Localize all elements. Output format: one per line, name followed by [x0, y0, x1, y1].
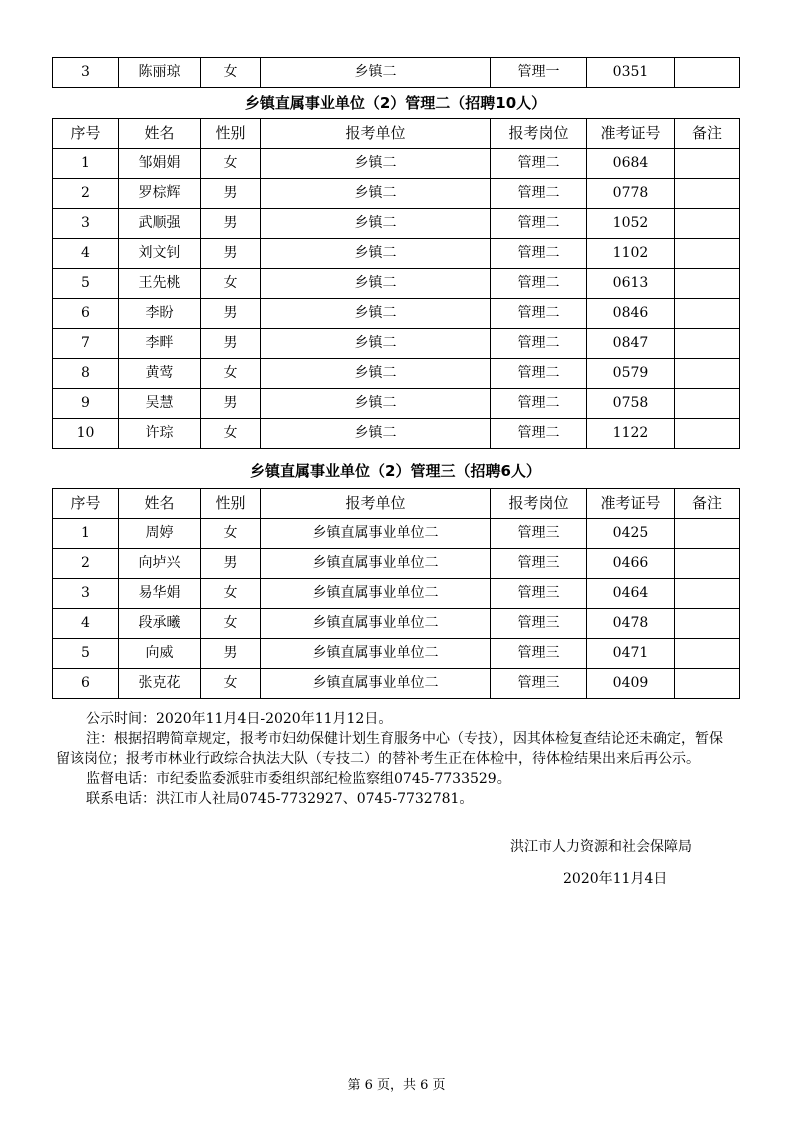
cell-no: 4	[53, 239, 119, 269]
cell-name: 李畔	[119, 329, 201, 359]
cell-gender: 男	[201, 179, 261, 209]
cell-unit: 乡镇二	[261, 329, 491, 359]
top-continuation-table	[52, 57, 740, 88]
cell-post: 管理三	[491, 669, 587, 699]
table-row	[53, 639, 740, 669]
cell-no: 1	[53, 149, 119, 179]
remark-note: 注：根据招聘简章规定，报考市妇幼保健计划生育服务中心（专技），因其体检复查结论还未确定，暂保留该岗位；报考市林业行政综合执法大队（专技二）的替补考生正在体检中，待体检结果出来后再公示。	[56, 731, 723, 767]
cell-no: 2	[53, 179, 119, 209]
cell-no: 3	[53, 209, 119, 239]
cell-post: 管理二	[491, 239, 587, 269]
table-row	[53, 609, 740, 639]
col-header-gender: 性别	[201, 489, 261, 519]
publicity-period: 公示时间：2020年11月4日-2020年11月12日。	[86, 711, 393, 727]
cell-exam-no: 0425	[587, 519, 675, 549]
cell-name: 刘文钊	[119, 239, 201, 269]
table-row	[53, 209, 740, 239]
cell-post: 管理二	[491, 149, 587, 179]
cell-no: 8	[53, 359, 119, 389]
cell-no: 3	[53, 579, 119, 609]
col-header-remark: 备注	[675, 119, 740, 149]
cell-post: 管理一	[491, 58, 587, 88]
cell-exam-no: 0847	[587, 329, 675, 359]
col-header-unit: 报考单位	[261, 489, 491, 519]
cell-unit: 乡镇直属事业单位二	[261, 579, 491, 609]
cell-exam-no: 1102	[587, 239, 675, 269]
cell-no: 10	[53, 419, 119, 449]
cell-name: 武顺强	[119, 209, 201, 239]
cell-unit: 乡镇二	[261, 58, 491, 88]
cell-post: 管理二	[491, 269, 587, 299]
cell-unit: 乡镇二	[261, 359, 491, 389]
cell-exam-no: 0846	[587, 299, 675, 329]
col-header-no: 序号	[53, 489, 119, 519]
cell-remark	[675, 209, 740, 239]
col-header-remark: 备注	[675, 489, 740, 519]
cell-exam-no: 1122	[587, 419, 675, 449]
cell-unit: 乡镇二	[261, 269, 491, 299]
cell-gender: 男	[201, 389, 261, 419]
cell-exam-no: 1052	[587, 209, 675, 239]
table-row	[53, 58, 740, 88]
cell-post: 管理二	[491, 359, 587, 389]
cell-gender: 男	[201, 299, 261, 329]
col-header-name: 姓名	[119, 489, 201, 519]
cell-no: 6	[53, 299, 119, 329]
cell-post: 管理三	[491, 579, 587, 609]
cell-name: 张克花	[119, 669, 201, 699]
cell-post: 管理二	[491, 389, 587, 419]
cell-remark	[675, 519, 740, 549]
cell-name: 陈丽琼	[119, 58, 201, 88]
cell-gender: 男	[201, 549, 261, 579]
cell-gender: 男	[201, 209, 261, 239]
cell-exam-no: 0466	[587, 549, 675, 579]
cell-exam-no: 0579	[587, 359, 675, 389]
cell-exam-no: 0409	[587, 669, 675, 699]
cell-post: 管理三	[491, 609, 587, 639]
cell-name: 黄莺	[119, 359, 201, 389]
cell-no: 9	[53, 389, 119, 419]
cell-unit: 乡镇直属事业单位二	[261, 609, 491, 639]
cell-gender: 女	[201, 519, 261, 549]
cell-no: 3	[53, 58, 119, 88]
cell-name: 向垆兴	[119, 549, 201, 579]
cell-remark	[675, 239, 740, 269]
cell-name: 邹娟娟	[119, 149, 201, 179]
table-row	[53, 239, 740, 269]
cell-unit: 乡镇直属事业单位二	[261, 549, 491, 579]
cell-unit: 乡镇二	[261, 239, 491, 269]
cell-exam-no: 0478	[587, 609, 675, 639]
col-header-post: 报考岗位	[491, 489, 587, 519]
cell-post: 管理二	[491, 299, 587, 329]
cell-remark	[675, 669, 740, 699]
col-header-unit: 报考单位	[261, 119, 491, 149]
table-header-row	[53, 119, 740, 149]
table-row	[53, 269, 740, 299]
management-3-table	[52, 488, 740, 699]
cell-gender: 女	[201, 269, 261, 299]
issuing-organization: 洪江市人力资源和社会保障局	[510, 839, 692, 855]
table-row	[53, 549, 740, 579]
col-header-post: 报考岗位	[491, 119, 587, 149]
col-header-exam-no: 准考证号	[587, 489, 675, 519]
cell-exam-no: 0778	[587, 179, 675, 209]
cell-name: 王先桃	[119, 269, 201, 299]
cell-exam-no: 0758	[587, 389, 675, 419]
table-row	[53, 419, 740, 449]
cell-exam-no: 0471	[587, 639, 675, 669]
cell-remark	[675, 58, 740, 88]
cell-unit: 乡镇二	[261, 419, 491, 449]
cell-gender: 男	[201, 329, 261, 359]
col-header-exam-no: 准考证号	[587, 119, 675, 149]
section-title-management-2: 乡镇直属事业单位（2）管理二（招聘10人）	[244, 94, 547, 112]
cell-gender: 女	[201, 149, 261, 179]
cell-gender: 女	[201, 58, 261, 88]
table-row	[53, 329, 740, 359]
table-header-row	[53, 489, 740, 519]
cell-unit: 乡镇二	[261, 389, 491, 419]
cell-name: 许琮	[119, 419, 201, 449]
cell-unit: 乡镇直属事业单位二	[261, 639, 491, 669]
cell-post: 管理二	[491, 329, 587, 359]
cell-unit: 乡镇直属事业单位二	[261, 519, 491, 549]
table-row	[53, 579, 740, 609]
table-row	[53, 299, 740, 329]
table-row	[53, 519, 740, 549]
col-header-gender: 性别	[201, 119, 261, 149]
cell-unit: 乡镇二	[261, 179, 491, 209]
cell-name: 易华娟	[119, 579, 201, 609]
cell-no: 6	[53, 669, 119, 699]
cell-remark	[675, 419, 740, 449]
cell-post: 管理二	[491, 209, 587, 239]
table-row	[53, 389, 740, 419]
cell-post: 管理三	[491, 639, 587, 669]
cell-gender: 男	[201, 639, 261, 669]
cell-name: 李盼	[119, 299, 201, 329]
cell-remark	[675, 639, 740, 669]
cell-gender: 女	[201, 609, 261, 639]
cell-remark	[675, 579, 740, 609]
cell-no: 1	[53, 519, 119, 549]
cell-remark	[675, 149, 740, 179]
cell-remark	[675, 609, 740, 639]
cell-name: 段承曦	[119, 609, 201, 639]
cell-gender: 女	[201, 359, 261, 389]
cell-remark	[675, 549, 740, 579]
cell-name: 向威	[119, 639, 201, 669]
cell-remark	[675, 179, 740, 209]
cell-no: 5	[53, 639, 119, 669]
cell-name: 周婷	[119, 519, 201, 549]
cell-remark	[675, 299, 740, 329]
cell-no: 2	[53, 549, 119, 579]
cell-exam-no: 0613	[587, 269, 675, 299]
table-row	[53, 149, 740, 179]
cell-no: 7	[53, 329, 119, 359]
table-row	[53, 669, 740, 699]
cell-post: 管理三	[491, 519, 587, 549]
cell-exam-no: 0464	[587, 579, 675, 609]
cell-post: 管理二	[491, 419, 587, 449]
col-header-no: 序号	[53, 119, 119, 149]
issue-date: 2020年11月4日	[563, 871, 668, 887]
cell-remark	[675, 269, 740, 299]
cell-name: 罗棕辉	[119, 179, 201, 209]
cell-exam-no: 0351	[587, 58, 675, 88]
table-row	[53, 359, 740, 389]
cell-gender: 男	[201, 239, 261, 269]
cell-post: 管理二	[491, 179, 587, 209]
cell-unit: 乡镇二	[261, 209, 491, 239]
cell-gender: 女	[201, 669, 261, 699]
cell-remark	[675, 389, 740, 419]
cell-name: 吴慧	[119, 389, 201, 419]
management-2-table	[52, 118, 740, 449]
cell-exam-no: 0684	[587, 149, 675, 179]
cell-no: 5	[53, 269, 119, 299]
cell-remark	[675, 359, 740, 389]
table-row	[53, 179, 740, 209]
cell-gender: 女	[201, 419, 261, 449]
cell-no: 4	[53, 609, 119, 639]
notes-block	[56, 709, 736, 809]
cell-post: 管理三	[491, 549, 587, 579]
supervision-phone: 监督电话：市纪委监委派驻市委组织部纪检监察组0745-7733529。	[86, 771, 511, 787]
cell-unit: 乡镇二	[261, 149, 491, 179]
cell-remark	[675, 329, 740, 359]
page-footer: 第 6 页，共 6 页	[347, 1078, 446, 1093]
cell-unit: 乡镇直属事业单位二	[261, 669, 491, 699]
section-title-management-3: 乡镇直属事业单位（2）管理三（招聘6人）	[250, 462, 541, 480]
cell-gender: 女	[201, 579, 261, 609]
cell-unit: 乡镇二	[261, 299, 491, 329]
contact-phone: 联系电话：洪江市人社局0745-7732927、0745-7732781。	[86, 791, 474, 807]
col-header-name: 姓名	[119, 119, 201, 149]
